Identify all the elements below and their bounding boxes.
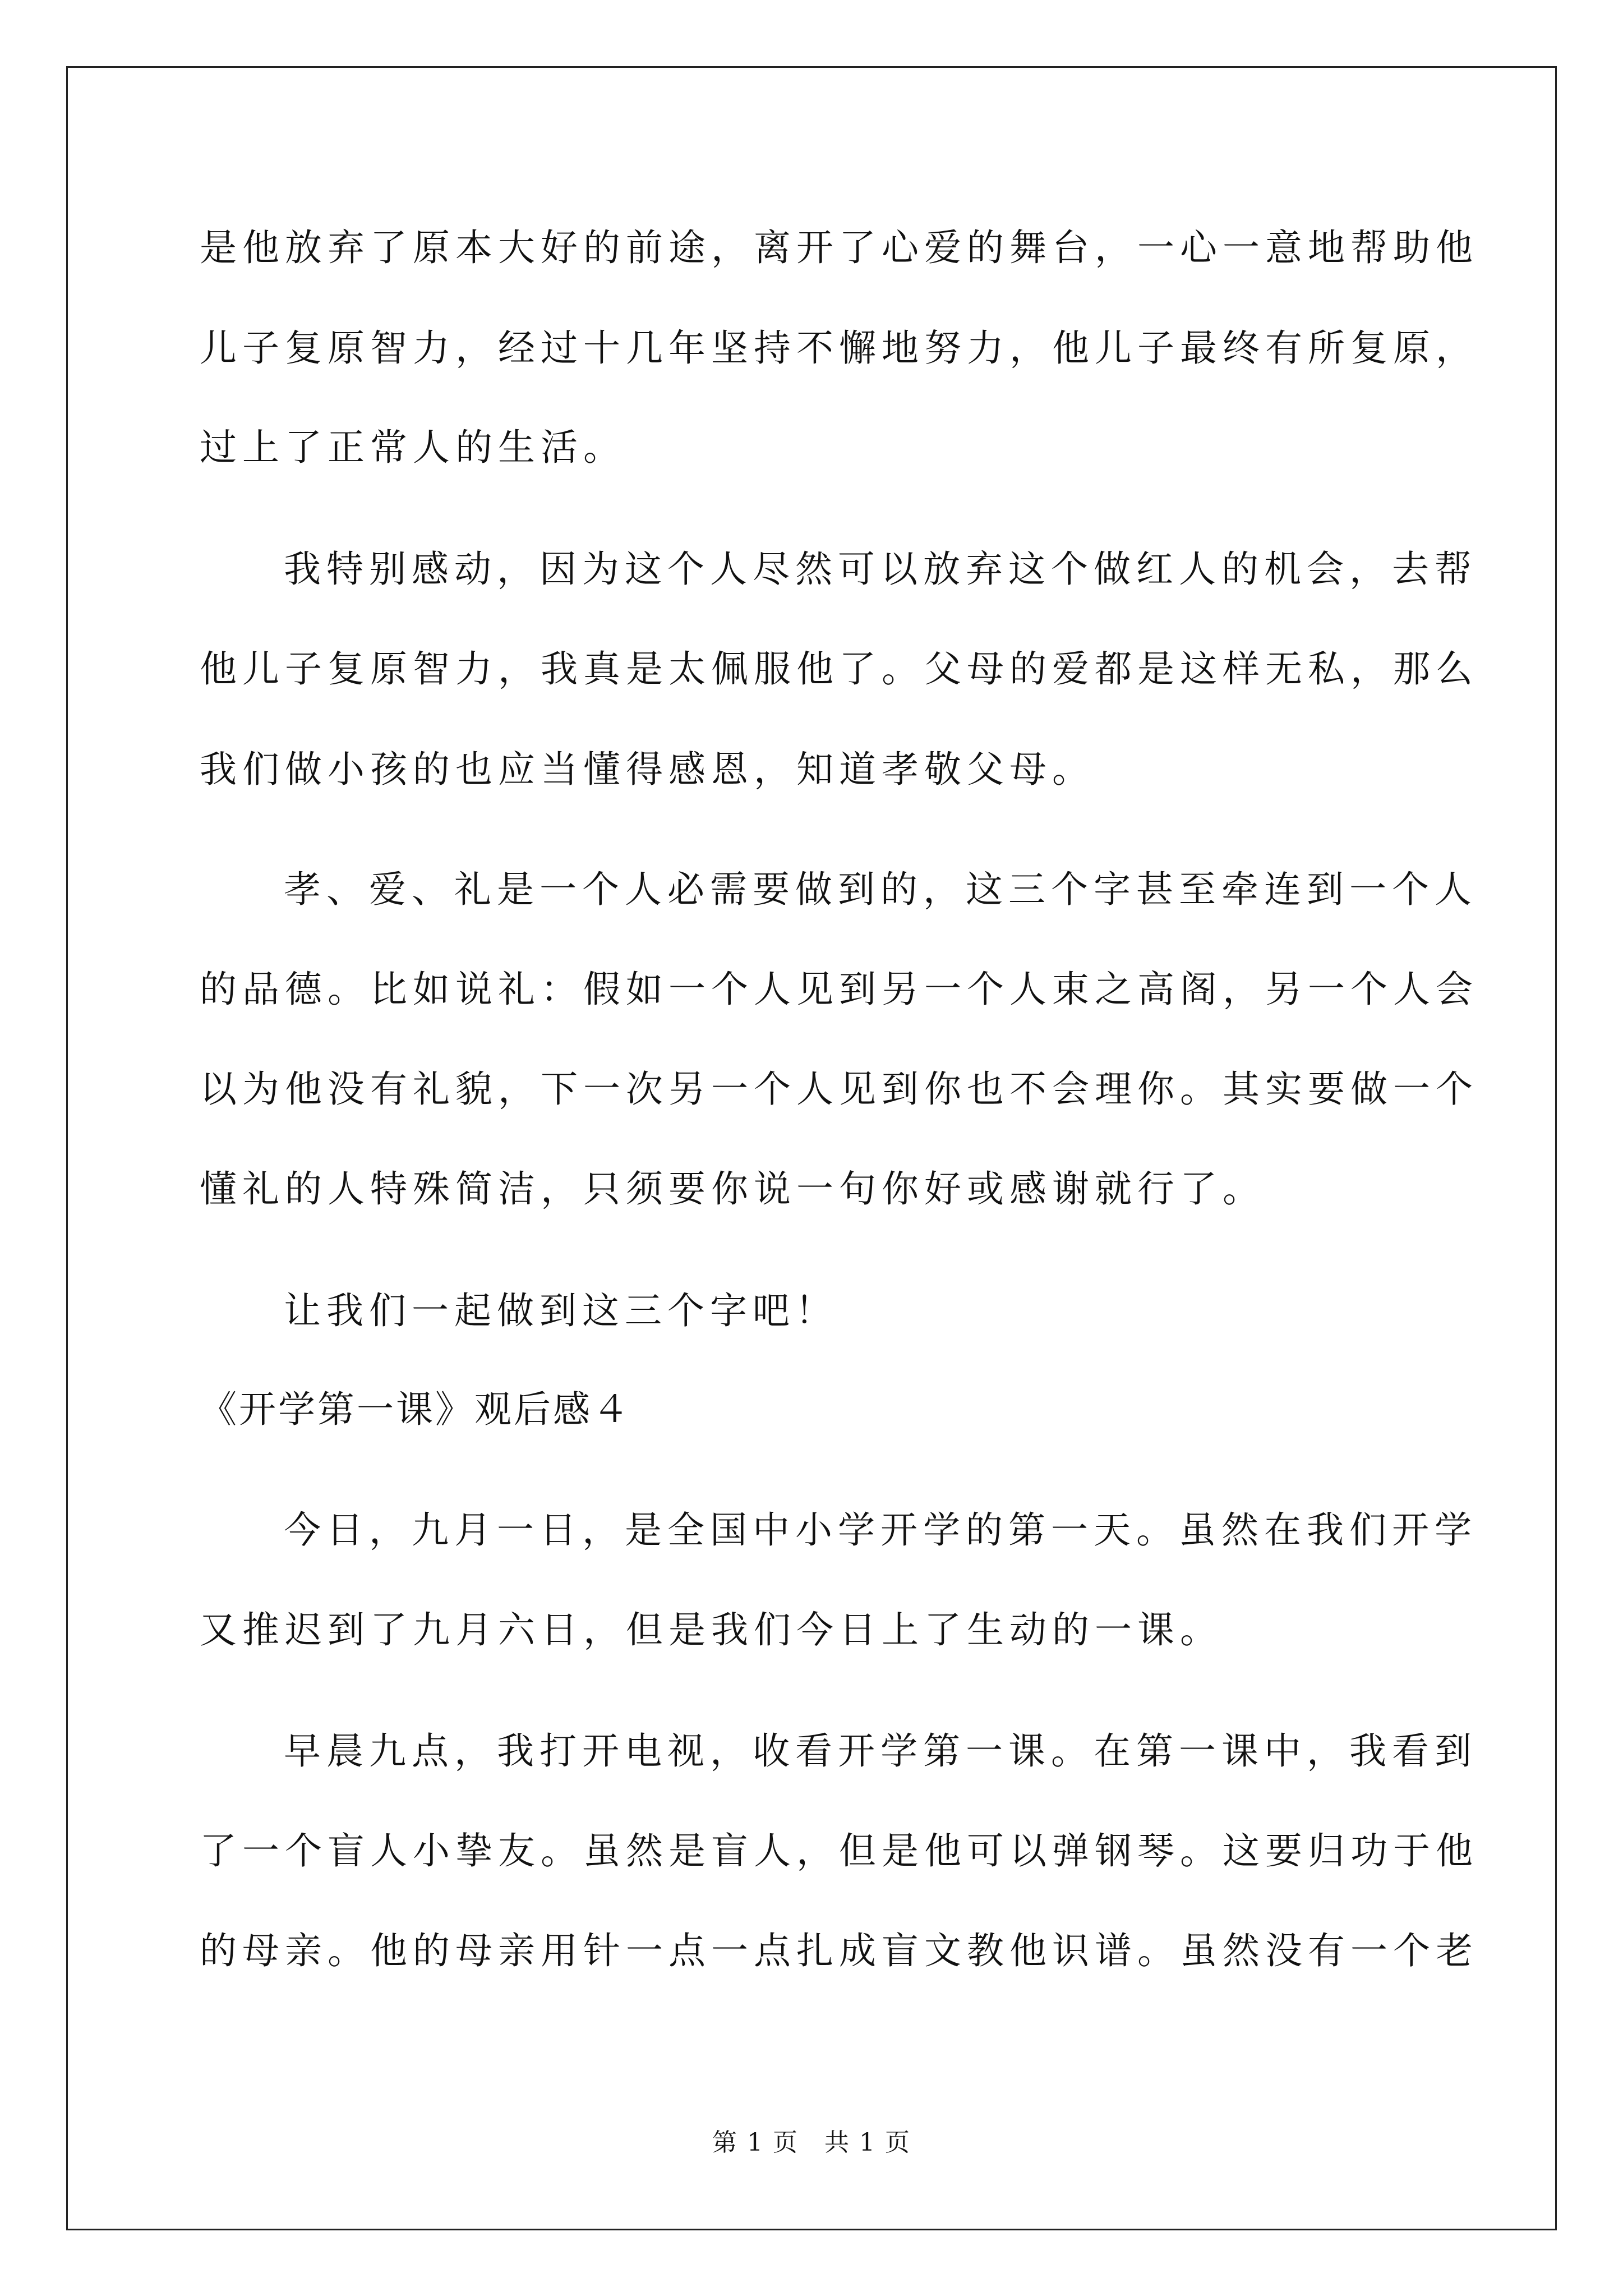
text-line: 以为他没有礼貌，下一次另一个人见到你也不会理你。其实要做一个 — [200, 1068, 1478, 1111]
text-line: 过上了正常人的生活。 — [200, 426, 626, 469]
text-line: 我们做小孩的也应当懂得感恩，知道孝敬父母。 — [200, 748, 1095, 791]
text-line: 是他放弃了原本大好的前途，离开了心爱的舞台，一心一意地帮助他 — [200, 226, 1478, 269]
text-line: 儿子复原智力，经过十几年坚持不懈地努力，他儿子最终有所复原， — [200, 326, 1478, 370]
page-border — [66, 66, 1557, 2230]
text-line: 懂礼的人特殊简洁，只须要你说一句你好或感谢就行了。 — [200, 1167, 1265, 1211]
paragraph-first-line: 孝、爱、礼是一个人必需要做到的，这三个字甚至牵连到一个人 — [284, 868, 1477, 911]
paragraph-first-line: 今日，九月一日，是全国中小学开学的第一天。虽然在我们开学 — [284, 1508, 1477, 1552]
text-line: 的母亲。他的母亲用针一点一点扎成盲文教他识谱。虽然没有一个老 — [200, 1929, 1478, 1972]
text-line: 又推迟到了九月六日，但是我们今日上了生动的一课。 — [200, 1608, 1223, 1651]
paragraph-first-line: 早晨九点，我打开电视，收看开学第一课。在第一课中，我看到 — [284, 1729, 1477, 1773]
paragraph-first-line: 让我们一起做到这三个字吧！ — [284, 1289, 838, 1332]
text-line: 的品德。比如说礼：假如一个人见到另一个人束之高阁，另一个人会 — [200, 968, 1478, 1011]
text-line: 他儿子复原智力，我真是太佩服他了。父母的爱都是这样无私，那么 — [200, 647, 1478, 691]
paragraph-first-line: 我特别感动，因为这个人尽然可以放弃这个做红人的机会，去帮 — [284, 547, 1477, 591]
page-footer: 第 1 页 共 1 页 — [712, 2128, 911, 2157]
text-line: 了一个盲人小挚友。虽然是盲人，但是他可以弹钢琴。这要归功于他 — [200, 1829, 1478, 1872]
section-heading: 《开学第一课》观后感４ — [200, 1388, 631, 1431]
